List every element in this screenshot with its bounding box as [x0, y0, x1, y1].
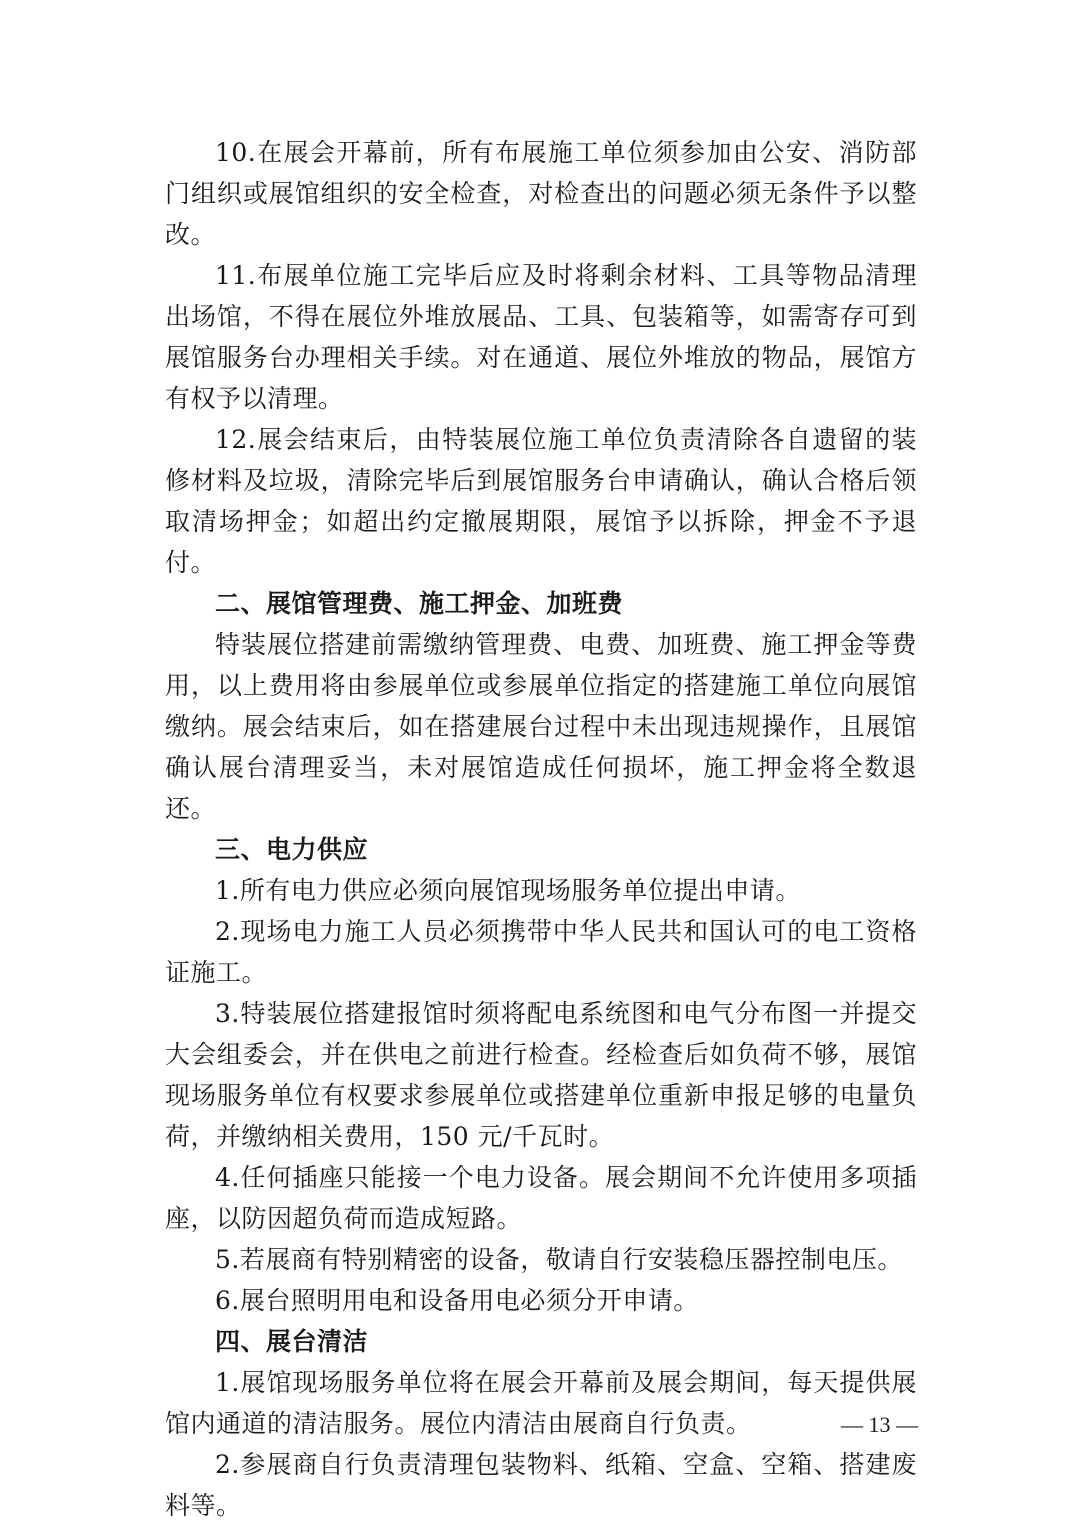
paragraph-cleaning-1: 1.展馆现场服务单位将在展会开幕前及展会期间，每天提供展馆内通道的清洁服务。展位内清洁由展商自行负责。	[165, 1368, 917, 1438]
paragraph-power-6: 6.展台照明用电和设备用电必须分开申请。	[215, 1286, 699, 1315]
paragraph-item-10: 10.在展会开幕前，所有布展施工单位须参加由公安、消防部门组织或展馆组织的安全检查，对检查出的问题必须无条件予以整改。	[165, 138, 917, 249]
paragraph-item-12: 12.展会结束后，由特装展位施工单位负责清除各自遗留的装修材料及垃圾，清除完毕后到展馆服务台申请确认，确认合格后领取清场押金；如超出约定撤展期限，展馆予以拆除，押金不予退付。	[165, 425, 917, 577]
paragraph-cleaning-2: 2.参展商自行负责清理包装物料、纸箱、空盒、空箱、搭建废料等。	[165, 1450, 917, 1520]
section-heading-cleaning: 四、展台清洁	[215, 1327, 369, 1356]
paragraph-power-2: 2.现场电力施工人员必须携带中华人民共和国认可的电工资格证施工。	[165, 917, 917, 987]
section-heading-power: 三、电力供应	[215, 835, 369, 864]
paragraph-item-11: 11.布展单位施工完毕后应及时将剩余材料、工具等物品清理出场馆，不得在展位外堆放展品、工具、包装箱等，如需寄存可到展馆服务台办理相关手续。对在通道、展位外堆放的物品，展馆方有权予以清理。	[165, 261, 917, 413]
paragraph-power-4: 4.任何插座只能接一个电力设备。展会期间不允许使用多项插座，以防因超负荷而造成短路。	[165, 1163, 917, 1233]
paragraph-power-3: 3.特装展位搭建报馆时须将配电系统图和电气分布图一并提交大会组委会，并在供电之前进行检查。经检查后如负荷不够，展馆现场服务单位有权要求参展单位或搭建单位重新申报足够的电量负荷，并缴纳相关费用，150 元/千瓦时。	[165, 999, 917, 1151]
paragraph-power-5: 5.若展商有特别精密的设备，敬请自行安装稳压器控制电压。	[215, 1245, 903, 1274]
page-number: — 13 —	[841, 1412, 918, 1437]
paragraph-fees: 特装展位搭建前需缴纳管理费、电费、加班费、施工押金等费用，以上费用将由参展单位或参展单位指定的搭建施工单位向展馆缴纳。展会结束后，如在搭建展台过程中未出现违规操作，且展馆确认展台清理妥当，未对展馆造成任何损坏，施工押金将全数退还。	[165, 630, 917, 823]
paragraph-power-1: 1.所有电力供应必须向展馆现场服务单位提出申请。	[215, 876, 801, 905]
section-heading-fees: 二、展馆管理费、施工押金、加班费	[215, 589, 624, 618]
document-body	[165, 132, 917, 1526]
